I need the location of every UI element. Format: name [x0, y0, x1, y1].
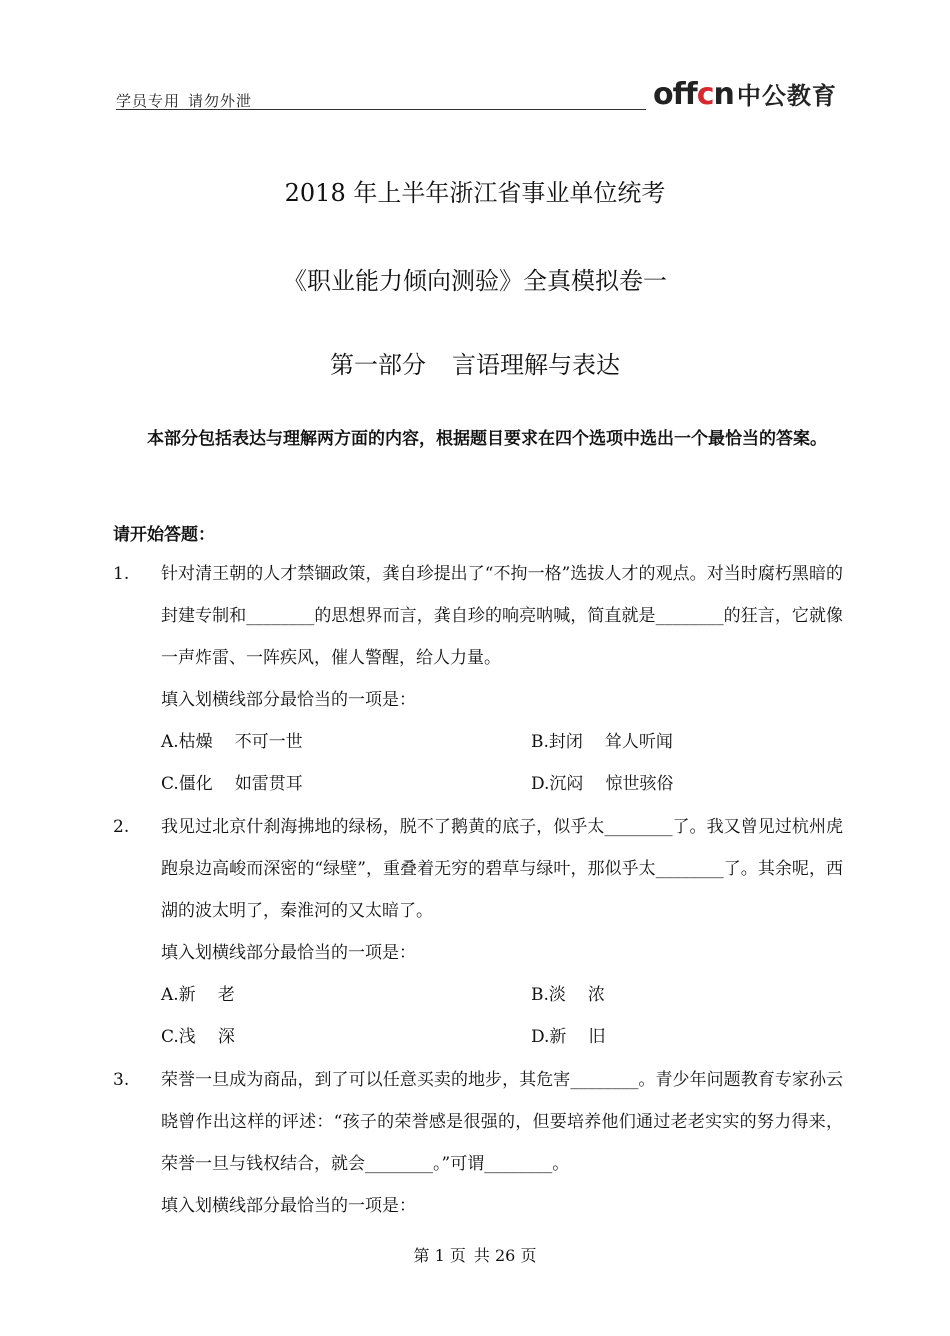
question-prompt: 填入划横线部分最恰当的一项是： — [161, 1196, 416, 1216]
option-a: A.新 老 — [161, 985, 235, 1005]
question-3 — [113, 1059, 843, 1227]
part-number: 第一部分 — [330, 351, 426, 379]
part-heading — [0, 345, 950, 380]
question-2 — [113, 806, 843, 1058]
option-c: C.僵化 如雷贯耳 — [161, 774, 303, 794]
page-footer — [0, 1243, 950, 1266]
question-stem: 我见过北京什刹海拂地的绿杨，脱不了鹅黄的底子，似乎太________了。我又曾见过杭州虎跑泉边高峻而深密的“绿壁”，重叠着无穷的碧草与绿叶，那似乎太________了。其余呢，西湖的波太明了，秦淮河的又太暗了。 — [161, 817, 843, 921]
answer-options — [161, 721, 843, 805]
question-stem: 荣誉一旦成为商品，到了可以任意买卖的地步，其危害________。青少年问题教育专家孙云晓曾作出这样的评述：“孩子的荣誉感是很强的，但要培养他们通过老老实实的努力得来，荣誉一旦与钱权结合，就会________。”可谓________。 — [161, 1070, 843, 1174]
question-number: 1. — [113, 564, 130, 584]
exam-title: 2018 年上半年浙江省事业单位统考 — [284, 179, 666, 207]
question-number: 3. — [113, 1070, 130, 1090]
header-note-confidential: 请勿外泄 — [188, 92, 253, 110]
page-number: 第 1 页 — [413, 1246, 466, 1265]
question-number: 2. — [113, 817, 130, 837]
logo-chinese: 中公教育 — [736, 82, 837, 110]
header-note — [116, 90, 252, 111]
question-prompt: 填入划横线部分最恰当的一项是： — [161, 690, 416, 710]
option-b: B.淡 浓 — [531, 985, 605, 1005]
exam-subtitle: 《职业能力倾向测验》全真模拟卷一 — [283, 267, 667, 295]
section-instructions: 本部分包括表达与理解两方面的内容，根据题目要求在四个选项中选出一个最恰当的答案。 — [147, 429, 827, 449]
option-a: A.枯燥 不可一世 — [161, 732, 303, 752]
part-name: 言语理解与表达 — [452, 351, 620, 379]
page-total: 共 26 页 — [473, 1246, 537, 1265]
logo-english: offcn — [653, 77, 734, 112]
question-prompt: 填入划横线部分最恰当的一项是： — [161, 943, 416, 963]
option-d: D.沉闷 惊世骇俗 — [531, 774, 674, 794]
option-b: B.封闭 耸人听闻 — [531, 732, 673, 752]
option-d: D.新 旧 — [531, 1027, 606, 1047]
start-label: 请开始答题： — [113, 525, 215, 545]
answer-options — [161, 974, 843, 1058]
offcn-logo — [653, 77, 837, 112]
header-note-students-only: 学员专用 — [116, 92, 181, 110]
question-1 — [113, 553, 843, 805]
question-stem: 针对清王朝的人才禁锢政策，龚自珍提出了“不拘一格”选拔人才的观点。对当时腐朽黑暗的封建专制和________的思想界而言，龚自珍的响亮呐喊，简直就是________的狂言，它就像一声炸雷、一阵疾风，催人警醒，给人力量。 — [161, 564, 843, 668]
header-rule — [116, 109, 646, 110]
option-c: C.浅 深 — [161, 1027, 235, 1047]
